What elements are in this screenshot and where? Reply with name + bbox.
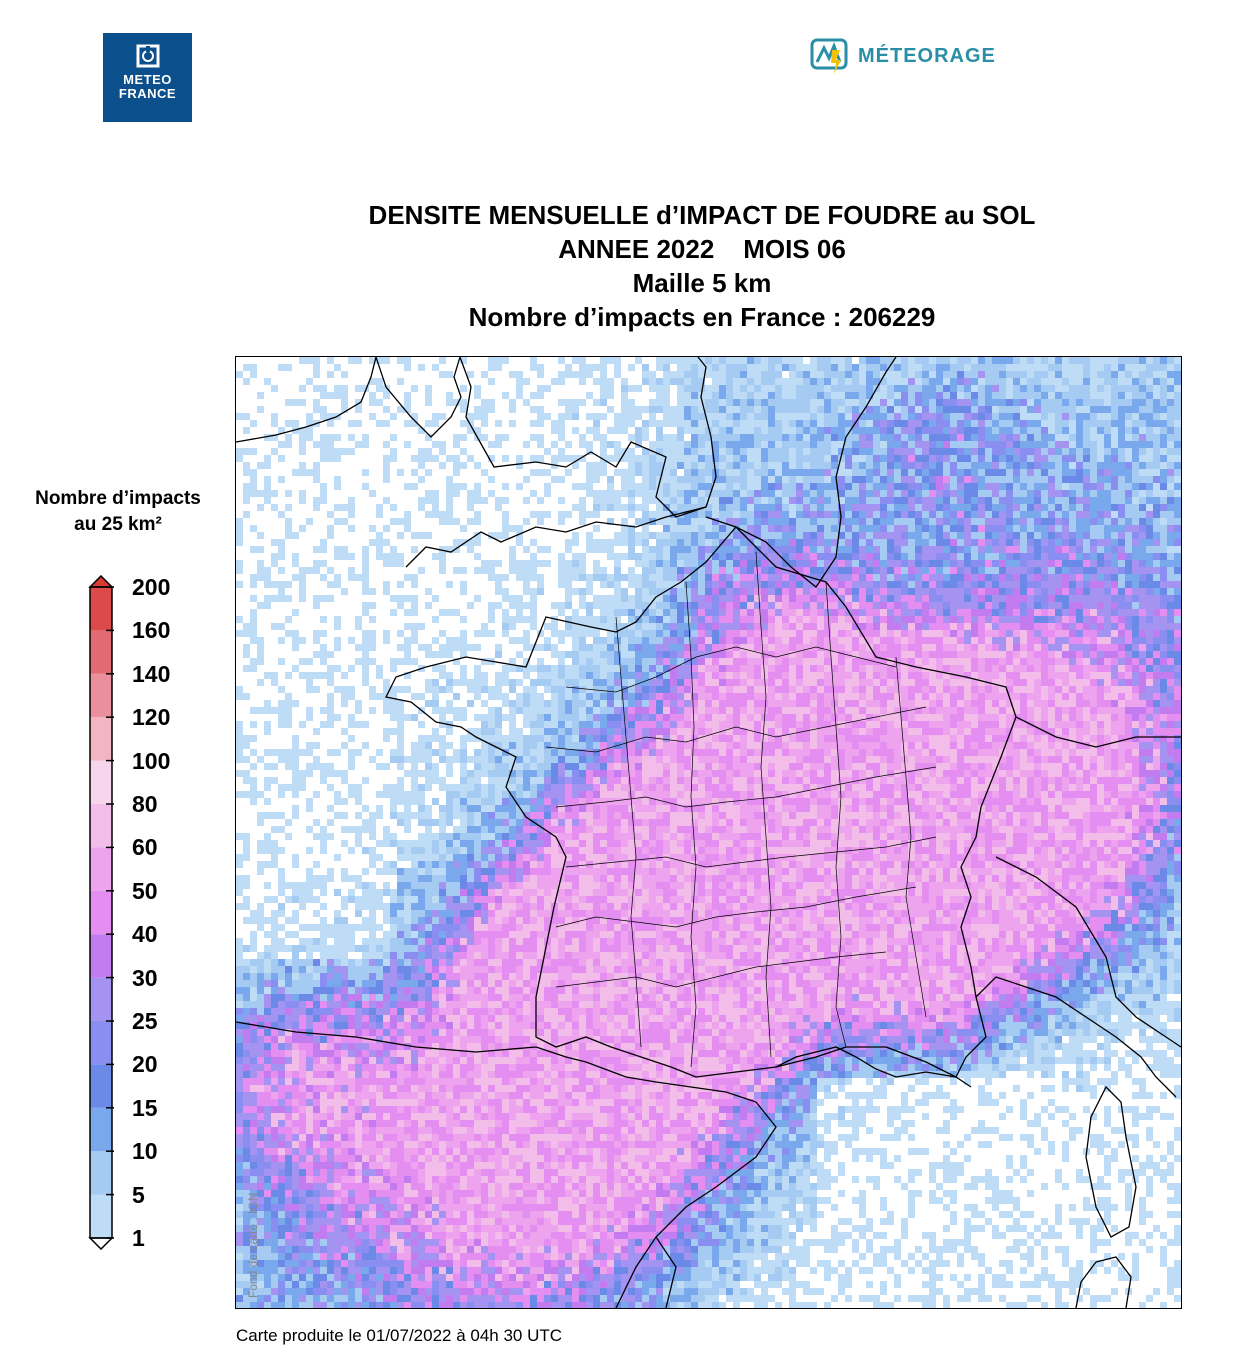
title-line-3: Maille 5 km — [632, 268, 772, 298]
color-bin-80 — [90, 761, 112, 804]
color-bin-140 — [90, 630, 112, 673]
meteo-france-emblem-icon — [135, 43, 161, 69]
color-bin-1 — [90, 1195, 112, 1238]
title-line-1: DENSITE MENSUELLE d’IMPACT DE FOUDRE au SOL — [368, 200, 1036, 230]
color-scale-label-200: 200 — [132, 574, 171, 600]
color-scale-label-30: 30 — [132, 964, 158, 991]
color-bin-120 — [90, 674, 112, 717]
meteorage-logo — [810, 35, 996, 77]
color-scale-bar — [88, 575, 114, 1250]
color-bin-25 — [90, 978, 112, 1021]
color-scale-label-80: 80 — [132, 791, 158, 817]
logo-text-line2: FRANCE — [118, 86, 177, 101]
logo-text-line1: METEO — [123, 72, 172, 87]
map-title — [200, 198, 1204, 334]
color-bin-160 — [90, 587, 112, 630]
title-line-2: ANNEE 2022 MOIS 06 — [558, 234, 846, 264]
color-bin-20 — [90, 1021, 112, 1064]
color-scale-label-120: 120 — [132, 704, 171, 731]
map-canvas — [236, 357, 1181, 1308]
color-bin-40 — [90, 891, 112, 934]
legend-title — [10, 486, 226, 538]
color-bin-60 — [90, 804, 112, 847]
meteo-france-logo — [103, 33, 192, 122]
lightning-density-map — [235, 356, 1182, 1309]
color-bin-10 — [90, 1108, 112, 1151]
color-bin-100 — [90, 717, 112, 760]
color-bin-50 — [90, 847, 112, 890]
title-line-4: Nombre d’impacts en France : 206229 — [468, 302, 936, 332]
color-scale-label-140: 140 — [132, 660, 171, 687]
color-scale-label-50: 50 — [132, 877, 158, 904]
production-date: Carte produite le 01/07/2022 à 04h 30 UTC — [236, 1326, 563, 1345]
color-scale-label-60: 60 — [132, 834, 158, 861]
color-scale-label-40: 40 — [132, 921, 158, 948]
color-scale-label-15: 15 — [132, 1094, 158, 1121]
color-scale-label-25: 25 — [132, 1008, 158, 1034]
color-scale-label-100: 100 — [132, 747, 171, 774]
over-range-arrow — [90, 576, 112, 587]
legend-title-line-1: Nombre d’impacts — [35, 488, 201, 509]
meteorage-lightning-icon — [810, 36, 850, 76]
color-scale-label-1: 1 — [132, 1225, 145, 1251]
under-range-arrow — [90, 1238, 112, 1249]
color-bin-15 — [90, 1064, 112, 1107]
color-scale-label-20: 20 — [132, 1051, 158, 1078]
color-scale-label-10: 10 — [132, 1138, 158, 1165]
map-credit: Fond de carte : IGN — [246, 1192, 260, 1298]
color-scale-label-160: 160 — [132, 617, 171, 644]
legend-title-line-2: au 25 km² — [74, 514, 162, 535]
color-bin-5 — [90, 1151, 112, 1194]
meteorage-name: MÉTEORAGE — [858, 44, 996, 67]
color-bin-30 — [90, 934, 112, 977]
color-scale-label-5: 5 — [132, 1181, 145, 1208]
